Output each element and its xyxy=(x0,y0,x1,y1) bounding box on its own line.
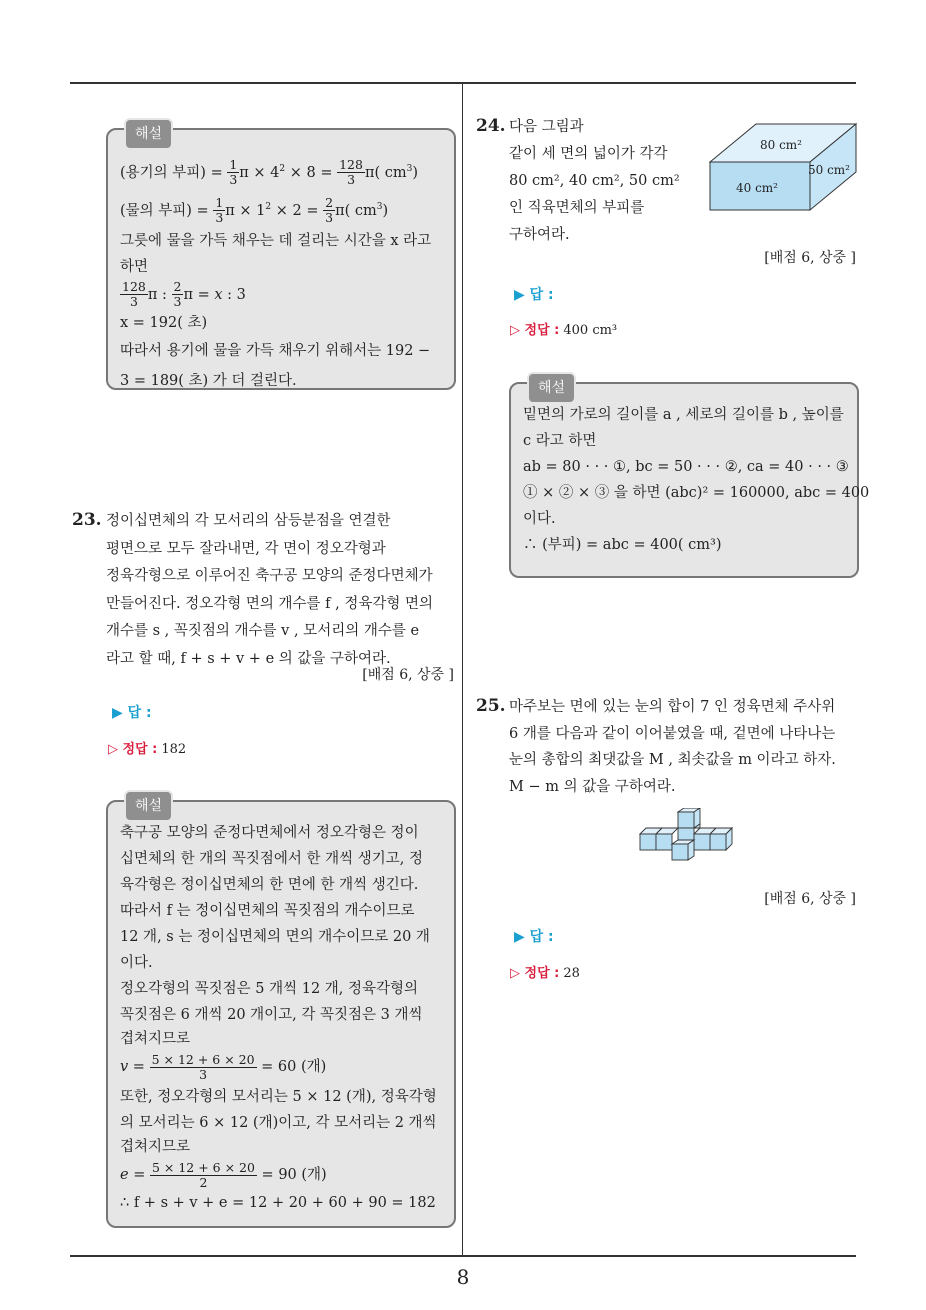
question-line: 80 cm², 40 cm², 50 cm² xyxy=(509,173,680,189)
correct-answer-23 xyxy=(108,738,186,757)
question-line: 마주보는 면에 있는 눈의 합이 7 인 정육면체 주사위 xyxy=(509,699,836,715)
solution-line: c 라고 하면 xyxy=(523,433,597,449)
correct-label: ▷ 정답 : xyxy=(510,966,560,981)
solution-line: 또한, 정오각형의 모서리는 5 × 12 (개), 정육각형 xyxy=(120,1089,437,1105)
score-25: [배점 6, 상중 ] xyxy=(764,891,856,907)
solution-tag: 해설 xyxy=(124,790,173,822)
solution-line: 그릇에 물을 가득 채우는 데 걸리는 시간을 x 라고 xyxy=(120,232,432,249)
solution-line: 겹쳐지므로 xyxy=(120,1139,191,1155)
correct-label: ▷ 정답 : xyxy=(108,742,158,757)
solution-line: 밑면의 가로의 길이를 a , 세로의 길이를 b , 높이를 xyxy=(523,407,844,423)
question-line: 정이십면체의 각 모서리의 삼등분점을 연결한 xyxy=(106,513,391,529)
solution-line: 꼭짓점은 6 개씩 20 개이고, 각 꼭짓점은 3 개씩 xyxy=(120,1007,423,1023)
answer-label-24: ▶ 답 : xyxy=(514,287,554,303)
solution-line: 정오각형의 꼭짓점은 5 개씩 12 개, 정육각형의 xyxy=(120,981,419,997)
question-line: M − m 의 값을 구하여라. xyxy=(509,778,676,795)
question-line: 인 직육면체의 부피를 xyxy=(509,200,645,216)
correct-value: 182 xyxy=(161,742,187,757)
correct-answer-24 xyxy=(510,319,617,338)
question-line: 정육각형으로 이루어진 축구공 모양의 준정다면체가 xyxy=(106,568,433,584)
solution-line: 이다. xyxy=(120,955,153,971)
solution-box-22 xyxy=(106,128,456,390)
question-25-text xyxy=(509,694,869,800)
question-line: 만들어진다. 정오각형 면의 개수를 f , 정육각형 면의 xyxy=(106,595,433,612)
solution-line: 이다. xyxy=(523,511,556,527)
solution-line: ∴ (부피) = abc = 400( cm³) xyxy=(523,537,722,553)
answer-label-25: ▶ 답 : xyxy=(514,929,554,945)
solution-line: $\frac{128}{3}$ π : $\frac{2}{3}$ π = x : 3 xyxy=(122,279,246,310)
solution-box-23 xyxy=(106,800,456,1228)
side-face-label: 50 cm² xyxy=(808,163,850,177)
solution-line: 3 = 189( 초) 가 더 걸린다. xyxy=(120,372,297,389)
solution-line: e = $\frac{5 \times 12 + 6 \times 20}{2}$ = 90 (개) xyxy=(120,1159,327,1190)
question-line: 눈의 총합의 최댓값을 M , 최솟값을 m 이라고 하자. xyxy=(509,752,836,768)
solution-line: 육각형은 정이십면체의 한 면에 한 개씩 생긴다. xyxy=(120,877,419,893)
solution-line: 따라서 f 는 정이십면체의 꼭짓점의 개수이므로 xyxy=(120,903,415,919)
question-number-24: 24. xyxy=(476,116,506,136)
solution-line: 따라서 용기에 물을 가득 채우기 위해서는 192 − xyxy=(120,342,431,359)
question-24-text xyxy=(509,114,709,249)
solution-line: (물의 부피) = $\frac{1}{3}$ $\pi \times 1^2 \times 2$ = $\frac{2}{3}$ π( $cm^3$) xyxy=(120,195,389,226)
top-rule xyxy=(70,82,856,84)
dice-figure xyxy=(638,808,746,864)
solution-line: ∴ f + s + v + e = 12 + 20 + 60 + 90 = 182 xyxy=(120,1195,436,1211)
question-line: 구하여라. xyxy=(509,227,570,243)
front-face-label: 40 cm² xyxy=(736,181,778,195)
bottom-rule xyxy=(70,1255,856,1257)
score-24: [배점 6, 상중 ] xyxy=(764,250,856,266)
question-line: 같이 세 면의 넓이가 각각 xyxy=(509,146,668,162)
top-face-label: 80 cm² xyxy=(760,138,802,152)
correct-value: 28 xyxy=(563,966,580,981)
solution-line: ab = 80 · · · ①, bc = 50 · · · ②, ca = 40 · · · ③ xyxy=(523,459,849,475)
solution-line: v = $\frac{5 \times 12 + 6 \times 20}{3}$ = 60 (개) xyxy=(120,1051,327,1082)
solution-line: (용기의 부피) = $\frac{1}{3}$ $\pi \times 4^2 \times 8$ = $\frac{128}{3}$ π( $cm^3$) xyxy=(120,157,419,188)
solution-box-24 xyxy=(509,380,870,578)
cuboid-figure xyxy=(708,122,858,214)
solution-tag: 해설 xyxy=(527,372,576,404)
solution-line: 십면체의 한 개의 꼭짓점에서 한 개씩 생기고, 정 xyxy=(120,851,424,867)
solution-line: 의 모서리는 6 × 12 (개)이고, 각 모서리는 2 개씩 xyxy=(120,1115,437,1131)
question-line: 평면으로 모두 잘라내면, 각 면이 정오각형과 xyxy=(106,540,386,557)
solution-line: 하면 xyxy=(120,258,149,275)
correct-answer-25 xyxy=(510,962,580,981)
page-number: 8 xyxy=(456,1265,470,1289)
solution-line: 축구공 모양의 준정다면체에서 정오각형은 정이 xyxy=(120,825,419,841)
solution-line: 12 개, s 는 정이십면체의 면의 개수이므로 20 개 xyxy=(120,929,430,945)
question-line: 라고 할 때, f + s + v + e 의 값을 구하여라. xyxy=(106,650,391,667)
question-line: 개수를 s , 꼭짓점의 개수를 v , 모서리의 개수를 e xyxy=(106,623,420,639)
answer-label-23: ▶ 답 : xyxy=(112,705,152,721)
solution-line: ① × ② × ③ 을 하면 (abc)² = 160000, abc = 400 xyxy=(523,485,870,501)
column-divider xyxy=(462,84,463,1256)
correct-label: ▷ 정답 : xyxy=(510,323,560,338)
correct-value: 400 cm³ xyxy=(563,323,618,338)
score-23: [배점 6, 상중 ] xyxy=(362,667,454,683)
solution-line: 겹쳐지므로 xyxy=(120,1031,191,1047)
question-23-text xyxy=(106,508,456,673)
solution-line: x = 192( 초) xyxy=(120,314,208,331)
question-number-25: 25. xyxy=(476,696,506,716)
solution-tag: 해설 xyxy=(124,118,173,150)
question-line: 다음 그림과 xyxy=(509,119,584,135)
question-number-23: 23. xyxy=(72,510,102,530)
question-line: 6 개를 다음과 같이 이어붙였을 때, 겉면에 나타나는 xyxy=(509,725,836,742)
